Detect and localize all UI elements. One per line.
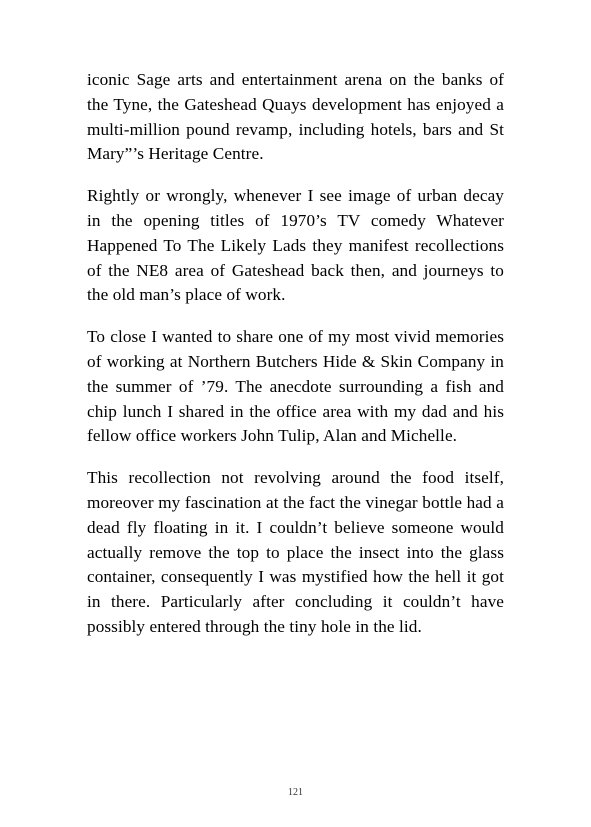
paragraph-likely-lads: Rightly or wrongly, whenever I see image of urban decay in the opening titles of 1970’s TV comedy Whatever Happened To The Likely Lads they manifest recollections of the NE8 area of Gateshead back then, and journeys to the old man’s place of work.	[87, 186, 504, 305]
body-text	[87, 68, 504, 657]
page-number: 121	[288, 787, 303, 798]
paragraph-gateshead-quays: iconic Sage arts and entertainment arena on the banks of the Tyne, the Gateshead Quays development has enjoyed a multi-million pound revamp, including hotels, bars and St Mary”’s Heritage Centre.	[87, 70, 504, 164]
paragraph-northern-butchers: To close I wanted to share one of my most vivid memories of working at Northern Butchers Hide & Skin Company in the summer of ’79. The anecdote surrounding a fish and chip lunch I shared in the office area with my dad and his fellow office workers John Tulip, Alan and Michelle.	[87, 327, 504, 446]
paragraph-vinegar-bottle: This recollection not revolving around the food itself, moreover my fascination at the fact the vinegar bottle had a dead fly floating in it. I couldn’t believe someone would actually remove the top to place the insect into the glass container, consequently I was mystified how the hell it got in there. Particularly after concluding it couldn’t have possibly entered through the tiny hole in the lid.	[87, 468, 504, 636]
